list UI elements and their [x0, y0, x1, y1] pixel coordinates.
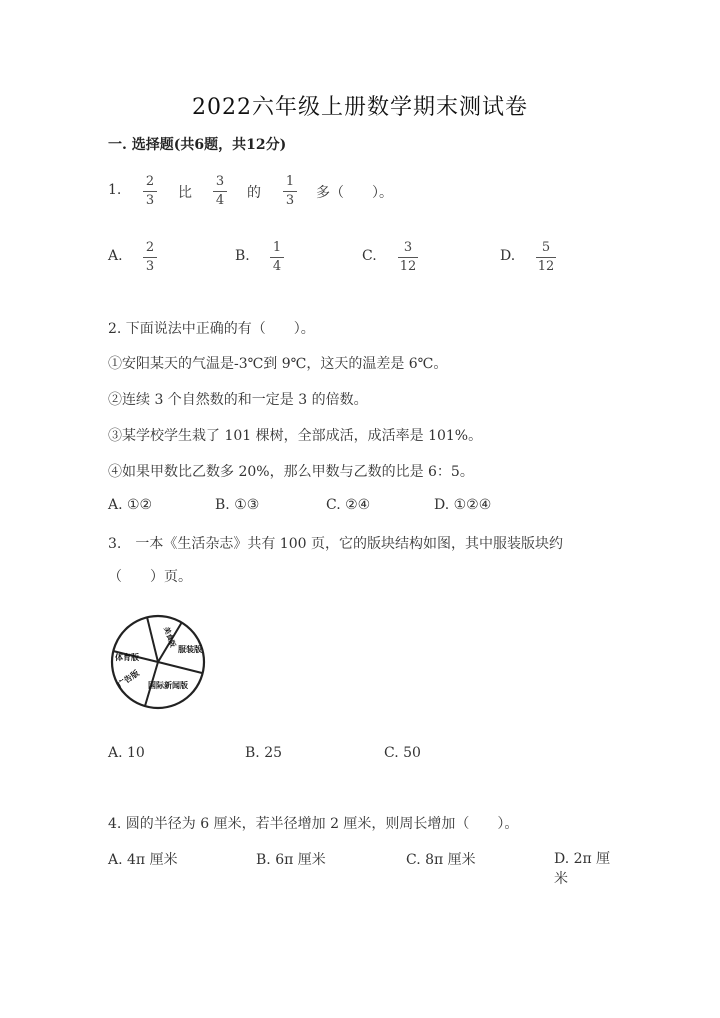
page-title: 2022六年级上册数学期末测试卷	[192, 95, 528, 120]
q1-option-d-numerator: 5	[541, 240, 551, 255]
q3-option-a[interactable]: A. 10	[108, 745, 145, 761]
q3-stem-line-1: 3. 一本《生活杂志》共有 100 页，它的版块结构如图，其中服装版块约	[108, 536, 563, 552]
q1-option-a-label[interactable]: A.	[108, 248, 123, 264]
q1-fraction-2-numerator: 3	[215, 174, 225, 189]
q1-option-b-fraction[interactable]	[270, 240, 284, 274]
magazine-section-pie-chart	[102, 610, 212, 710]
q1-fraction-1-denominator: 3	[145, 193, 155, 208]
q1-fraction-1-numerator: 2	[145, 174, 155, 189]
q2-option-b[interactable]: B. ①③	[215, 497, 260, 513]
q1-option-a-denominator: 3	[145, 259, 155, 274]
q4-option-d[interactable]: D. 2π 厘米	[554, 851, 611, 887]
q3-option-b[interactable]: B. 25	[245, 745, 283, 761]
q1-option-c-numerator: 3	[403, 240, 413, 255]
pie-label-ads: 广告版	[115, 668, 141, 690]
q1-fraction-1	[143, 174, 157, 208]
q1-option-c-fraction[interactable]	[398, 240, 418, 274]
q2-option-c[interactable]: C. ②④	[326, 497, 371, 513]
q1-fraction-3-numerator: 1	[285, 174, 295, 189]
q4-stem: 4. 圆的半径为 6 厘米，若半径增加 2 厘米，则周长增加（ ）。	[108, 816, 519, 832]
q1-option-c-denominator: 12	[399, 259, 417, 274]
q4-option-a[interactable]: A. 4π 厘米	[108, 852, 178, 868]
q2-stem: 2. 下面说法中正确的有（ ）。	[108, 321, 315, 337]
q3-stem-line-2: （ ）页。	[108, 569, 192, 585]
pie-label-clothing: 服装版	[178, 645, 202, 654]
q1-fraction-3-denominator: 3	[285, 193, 295, 208]
q1-fraction-2	[213, 174, 227, 208]
q1-fraction-3	[283, 174, 297, 208]
q1-tail: 多（ ）。	[316, 185, 393, 201]
q2-statement-1: ①安阳某天的气温是-3℃到 9℃，这天的温差是 6℃。	[108, 356, 448, 372]
q3-option-c[interactable]: C. 50	[384, 745, 421, 761]
q1-fraction-2-denominator: 4	[215, 193, 225, 208]
pie-label-world-news: 国际新闻版	[148, 681, 188, 690]
pie-divider-3	[158, 662, 202, 673]
q1-option-d-fraction[interactable]	[536, 240, 556, 274]
q1-option-b-denominator: 4	[272, 259, 282, 274]
q1-word-bi: 比	[178, 185, 192, 201]
pie-label-food: 美食版	[162, 625, 177, 649]
q1-option-a-fraction[interactable]	[143, 240, 157, 274]
q2-option-a[interactable]: A. ①②	[108, 497, 153, 513]
section-heading: 一. 选择题(共6题，共12分)	[108, 137, 287, 153]
q1-option-d-label[interactable]: D.	[500, 248, 516, 264]
q2-statement-2: ②连续 3 个自然数的和一定是 3 的倍数。	[108, 392, 368, 408]
q2-option-d[interactable]: D. ①②④	[434, 497, 492, 513]
q4-option-c[interactable]: C. 8π 厘米	[406, 852, 476, 868]
pie-label-sports: 体育版	[115, 653, 139, 662]
q4-option-b[interactable]: B. 6π 厘米	[256, 852, 326, 868]
q1-option-a-numerator: 2	[145, 240, 155, 255]
q1-option-b-numerator: 1	[272, 240, 282, 255]
q2-statement-4: ④如果甲数比乙数多 20%，那么甲数与乙数的比是 6：5。	[108, 464, 474, 480]
q1-option-d-denominator: 12	[537, 259, 555, 274]
q1-option-c-label[interactable]: C.	[362, 248, 377, 264]
pie-divider-1	[147, 617, 158, 662]
q1-option-b-label[interactable]: B.	[235, 248, 250, 264]
q1-word-de: 的	[247, 185, 261, 201]
q1-number: 1.	[108, 182, 122, 198]
q2-statement-3: ③某学校学生栽了 101 棵树，全部成活，成活率是 101%。	[108, 428, 483, 444]
